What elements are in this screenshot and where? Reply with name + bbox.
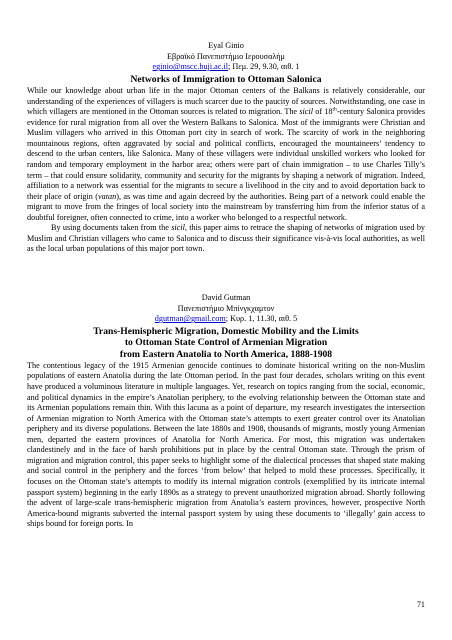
abstract-gutman: [27, 293, 425, 530]
author-name: Eyal Ginio: [208, 41, 244, 50]
session-info: ; Πεμ. 29, 9.30, αιθ. 1: [228, 62, 300, 72]
abstract-paragraph: While our knowledge about urban life in the major Ottoman centers of the Balkans is relatively considerable, our understanding of the experiences of villagers is much scarcer due to the paucity of sources. Notwithstanding, one case in which villagers are mentioned in the Ottoman sources is related to migration. The sicil of 18th-century Salonica provides evidence for rural migration from all over the Western Balkans to Salonica. Most of the immigrants were Christian and Muslim villagers who arrived in this Ottoman port city in search of work. The scarcity of work in the neighboring mountainous regions, often aggravated by social and political conflicts, encouraged the mountaineers’ tendency to descend to the urban centers, like Salonica. Many of these villagers were individual unskilled workers who looked for random and temporary employment in the harbor area; others were part of chain immigration – to use Charles Tilly’s term – that could ensure solidarity, community and security for the migrants by shaping a network of migration. Indeed, affiliation to a network was essential for the migrants to secure a livelihood in the city and to avoid deportation back to their place of origin (vatan), as was time and again decreed by the authorities. Being part of a network could enable the migrant to move from the fringes of local society into the mainstream by transferring him from the inferior status of a doubtful foreigner, often connected to crime, into a worker who belonged to a respectful network.: [27, 86, 426, 222]
session-info: ; Κυρ. 1, 11.30, αιθ. 5: [225, 314, 298, 324]
abstract-paragraph: The contentious legacy of the 1915 Armenian genocide continues to dominate historical writing on the non-Muslim populations of eastern Anatolia during the late Ottoman period. In the past four decades, scholars writing on this event have produced a voluminous literature in multiple languages. Yet, research on topics ranging from the social, economic, and political dynamics in the empire’s Anatolian periphery, to the evolving relationship between the Ottoman state and its Armenian populations remain thin. With this lacuna as a point of departure, my research investigates the intersection of Armenian migration to North America with the Ottoman state’s attempts to exert greater control over its Anatolian periphery and its diverse populations. Between the late 1880s and 1908, thousands of migrants, mostly young Armenian men, departed the eastern provinces of Anatolia for North America. For most, this migration was undertaken clandestinely and in the face of harsh prohibitions put in place by the central Ottoman state. Through the prism of migration and migration control, this paper seeks to highlight some of the dialectical processes that shaped state making and social control in the periphery and the forces ‘from below’ that helped to mold these processes. Specifically, it focuses on the Ottoman state’s attempts to modify its internal migration controls (exemplified by its intricate internal passport system) beginning in the early 1890s as a strategy to prevent unauthorized migration abroad. Shortly following the advent of large-scale trans-hemispheric migration from Anatolia’s eastern provinces, however, prospective North America-bound migrants subverted the internal passport system by using these documents to ‘illegally’ gain access to ships bound for foreign ports. In: [27, 360, 425, 529]
page-number: 71: [416, 600, 425, 609]
abstract-title: Trans-Hemispheric Migration, Domestic Mobility and the Limits to Ottoman State Control of Armenian Migration from Eastern Anatolia to North America, 1888-1908: [93, 325, 359, 360]
email-link[interactable]: dgutman@gmail.com: [154, 314, 226, 324]
author-name: David Gutman: [201, 292, 251, 302]
author-institution: Πανεπιστήμιο Μπίνγκχαμτον: [177, 303, 275, 313]
author-institution: Εβραϊκό Πανεπιστήμιο Ιερουσαλήμ: [167, 51, 285, 61]
abstract-ginio: [27, 41, 425, 255]
abstract-title: Networks of Immigration to Ottoman Salonica: [130, 73, 322, 85]
author-contact: [27, 62, 425, 73]
author-contact: [27, 314, 425, 325]
email-link[interactable]: eginio@mscc.huji.ac.il: [152, 62, 229, 72]
abstract-paragraph: By using documents taken from the sicil, this paper aims to retrace the shaping of networks of migration used by Muslim and Christian villagers who came to Salonica and to discuss their significance vis-à-vis local authorities, as well as the local urban populations of this major port town.: [27, 223, 426, 254]
